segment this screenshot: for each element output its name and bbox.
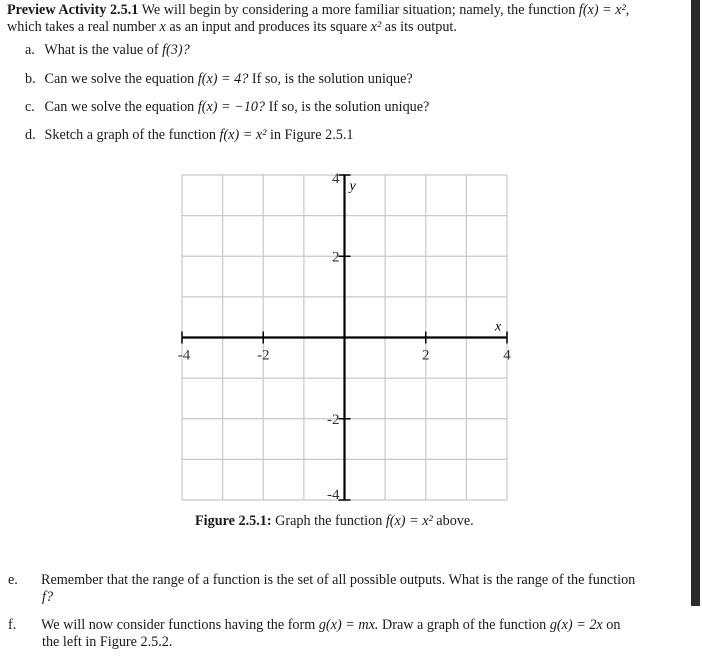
question-b-label: b. [25,71,36,87]
intro-math-x: x [159,19,166,35]
intro-line2-c: as its output. [381,19,457,35]
intro-line1: We will begin by considering a more familiar situation; namely, the function [138,2,579,18]
question-f-text3: on [602,617,621,633]
y-tick-label: 2 [332,249,340,266]
question-c [25,99,685,116]
question-d-text1: Sketch a graph of the function [44,127,220,143]
question-a-math: f(3)? [162,42,190,58]
y-axis-label: y [349,179,356,194]
intro-math-fx: f(x) = x², [578,2,630,18]
question-b-math: f(x) = 4? [197,71,249,87]
y-tick-label: -2 [327,411,340,428]
question-e [8,572,702,606]
x-tick-label: -4 [177,347,191,364]
question-f-text2: Draw a graph of the function [378,617,550,633]
x-axis-label: x [495,319,502,335]
intro-line2-a: which takes a real number [7,19,160,35]
question-b-text1: Can we solve the equation [44,71,198,87]
question-c-math: f(x) = −10? [197,99,266,115]
question-d [25,127,685,144]
question-f-math1: g(x) = mx. [318,617,379,633]
scrollbar[interactable] [691,0,700,606]
question-a-text: What is the value of [44,42,163,58]
question-d-label: d. [25,127,36,143]
question-c-text1: Can we solve the equation [44,99,198,115]
activity-title: Preview Activity 2.5.1 [7,2,139,18]
question-b-text2: If so, is the solution unique? [248,71,413,87]
axes [182,175,507,500]
figure-caption-math: f(x) = x² [385,513,433,529]
activity-intro [7,2,687,36]
question-f-math2: g(x) = 2x [549,617,603,633]
blank-graph-grid[interactable] [177,171,511,503]
intro-math-xsq: x² [370,19,382,35]
question-d-text2: in Figure 2.5.1 [266,127,354,143]
question-b [25,71,685,88]
figure-caption [195,513,505,530]
question-e-label: e. [8,572,18,588]
x-tick-label: -2 [257,347,270,364]
figure-caption-end: above. [432,513,474,529]
question-a [25,42,685,59]
question-f [8,617,702,651]
question-f-label: f. [8,617,17,633]
question-a-label: a. [25,42,35,58]
x-tick-label: 4 [503,347,511,364]
question-d-math: f(x) = x² [219,127,267,143]
question-e-text: Remember that the range of a function is the set of all possible outputs. What is the range of the function [41,572,636,588]
x-tick-label: 2 [422,347,430,364]
question-c-label: c. [25,99,35,115]
intro-line2-b: as an input and produces its square [165,19,371,35]
question-e-math: f? [42,589,54,605]
question-f-text1: We will now consider functions having the form [41,617,319,633]
y-tick-label: -4 [327,487,340,503]
figure-caption-label: Figure 2.5.1: [195,513,272,529]
question-f-text4: the left in Figure 2.5.2. [42,634,173,650]
y-tick-label: 4 [332,171,340,187]
question-c-text2: If so, is the solution unique? [265,99,430,115]
figure-caption-text: Graph the function [271,513,386,529]
